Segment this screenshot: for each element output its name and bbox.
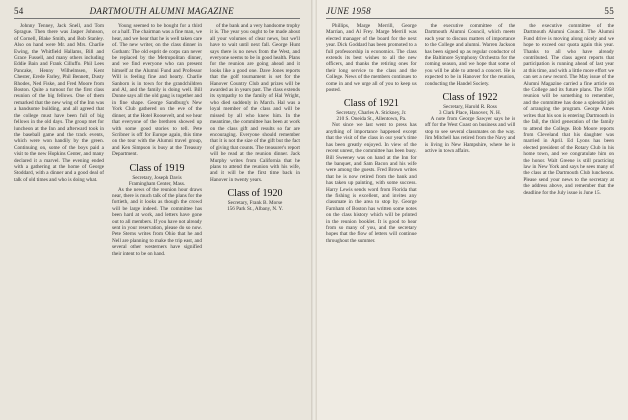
left-col1-body: Johnny Tenney, Jack Snell, and Tom Sprague. Then there was Jasper Johnson, of Cornell, Blake Smith, and Bob Stanley. Also on hand were Mr. and Mrs. Charlie Ewing, the Whitfield Hallams, Bill and Grace Fussell, and many others including Eddie Bain and Frank Cilluffo. Phil Lees Pancake, Henny Wilhelmsen, Kent Chester, Erede Farley, Phil Bennett, Dusty Rhodes, Ned Fiske, and Fred Moore from Boston. Quite a turnout for the first class reunion of the big fellows. One of them remarked that the new wing of the Inn was a handsome building, and all agreed that the college must have been full of big fellows in the old days. The group met for luncheon at the Inn and afterward took in the baseball game and the track events, which were won handily by the green. Continuing on, some of the boys paid a visit to the new Hopkins Center, and many declared it a marvel. The evening ended with a gathering at the home of George Stoddard, with a dinner and a good deal of talk of old times and who is doing what. bbox=[14, 23, 104, 183]
right-column-3 bbox=[523, 23, 614, 418]
class-1921-address: 210 S. Oneida St., Allentown, Pa. bbox=[336, 116, 407, 123]
left-col2-body: Young seemed to be bought for a third or a half. The chairman was a fine man, we hear, and we hear that he is well taken care of. The new writer, on the class dinner in Gotham: The old esprit de corps can never be replaced by the Metropolitan dinner, and we find everyone who can present himself at the Alumni Fund and Professor Will is feeling fine and hearty. Charlie Sanborn is in town for the grandchildren and Al, and the family is doing well. Bill Dunne says all the old gang is together and in fine shape. George Sandburg's New York Club gathered on the eve of the dinner, at the Hotel Roosevelt, and we hear that everyone of the brethren showed up with some good stories to tell. Pete Scribner is off for Europe again, this time on the tour with the Alumni travel group, and Ken Simpson is busy at the Treasury Department. bbox=[112, 23, 202, 158]
class-1919-secretary: Secretary, Joseph Davis bbox=[132, 174, 182, 181]
class-1922-secretary: Secretary, Harold R. Ross bbox=[443, 104, 497, 111]
left-page-header bbox=[14, 6, 300, 19]
right-running-head: JUNE 1958 bbox=[326, 6, 371, 16]
class-1920-heading: Class of 1920 bbox=[227, 188, 283, 200]
right-col2-body: the executive committee of the Dartmouth Alumni Council, which meets each year to discuss matters of importance to the College and alumni. Warren Jackson has been signed up as regular conductor of the Baltimore Symphony Orchestra for the coming season, and we hope that some of you will be able to attend a concert. He is expected to be in Hanover for the reunion, conducting the Handel Society. bbox=[424, 23, 516, 87]
class-1921-heading: Class of 1921 bbox=[343, 98, 399, 110]
right-page-header bbox=[326, 6, 614, 19]
class-1922-heading: Class of 1922 bbox=[442, 92, 498, 104]
left-running-head: DARTMOUTH ALUMNI MAGAZINE bbox=[89, 6, 234, 16]
right-col1-body-b: Not since we last went to press has anything of importance happened except that the visit of the class in our year's time has been greatly enjoyed. In view of the recent unrest, the committee has been busy. Bill Sweeney was on hand at the Inn for the banquet, and Sam Bacon and his wife were among the guests. Fred Brown writes that he is now retired from the bank and has taken up painting, with some success. Harry Lewis sends word from Florida that the fishing is excellent, and invites any classmate in the area to stop by. George Farnham of Boston has written some notes on the class history which will be printed in the reunion booklet. It is good to hear from so many of you, and the secretary hopes that the flow of letters will continue throughout the summer. bbox=[326, 122, 417, 244]
class-1921-secretary: Secretary, Charles A. Stickney, Jr. bbox=[336, 110, 407, 117]
class-1919-heading: Class of 1919 bbox=[129, 162, 185, 174]
class-1920-address: 156 Park St., Albany, N. Y. bbox=[227, 206, 283, 213]
class-1920-secretary: Secretary, Frank B. Morse bbox=[227, 200, 283, 207]
right-column-1 bbox=[326, 23, 417, 418]
left-column-1 bbox=[14, 23, 104, 418]
right-col1-body: Phillips, Marge Merrill, George Marrian, and Al Frey. Marge Merrill was elected manager of the board for the next year. Dick Goddard has been promoted to a full professorship in economics. The class extends its best wishes to all the new officers, and thanks the retiring ones for their long service to the class and the College. News of the members continues to come in and we urge all of you to keep us posted. bbox=[326, 23, 417, 94]
class-1922-address: 3 Clark Place, Hanover, N. H. bbox=[438, 110, 502, 117]
right-page bbox=[314, 0, 628, 420]
page-gutter bbox=[311, 0, 317, 420]
left-page-number: 54 bbox=[14, 6, 24, 16]
left-column-3 bbox=[210, 23, 300, 418]
left-col2-body-b: As the news of the reunion hour draws near, there is much talk of the plans for the fortieth, and it looks as though the crowd will be large indeed. The committee has been hard at work, and letters have gone out to all members. If you have not already sent in your reservation, please do so now. Pete Sterns writes from Ohio that he and Nell are planning to make the trip east, and several other westerners have signified their intent to be on hand. bbox=[112, 186, 202, 257]
right-col3-body: the executive committee of the Dartmouth Alumni Council. The Alumni Fund drive is moving along nicely and we hope to exceed our quota again this year. Thanks to all who have already contributed. The class agent reports that participation is running ahead of last year at this time, and with a little more effort we can set a new record. The May issue of the Alumni Magazine carried a fine article on the College and its future plans. The 1958 reunion will be something to remember, and the committee has done a splendid job of arranging the program. George Ames writes that his son is entering Dartmouth in the fall, the third generation of the family to attend the College. Bob Moore reports from Cleveland that his daughter was married in April. Ed Lyons has been elected president of the Rotary Club in his home town, and we congratulate him on the honor. Walt Greene is still practicing law in New York and says he sees many of the class at the Dartmouth Club luncheons. Please send your news to the secretary at the address above, and remember that the deadline for the July issue is June 15. bbox=[523, 23, 615, 196]
left-col3-body: of the bank and a very handsome trophy it is. The year you ought to be made about all your volumes of clear news, but we'll have to wait until next fall. George Hunt says there is no news from the West, and everyone seems to be in good health. Plans for the reunion are going ahead and it looks like a good one. Dave Jones reports that the golf tournament is set for the Hanover Country Club and prizes will be awarded as in years past. The class extends its sympathy to the family of Hal Wright, who died suddenly in March. Hal was a loyal member of the class and will be missed by all who knew him. In the meantime, the committee has been at work on the class gift and results so far are encouraging. Everyone should remember that it is not the size of the gift but the fact of giving that counts. The treasurer's report will be read at the reunion dinner. Jack Murphy writes from California that he plans to attend the reunion with his wife, and it will be the first time back in Hanover in twenty years. bbox=[210, 23, 300, 183]
right-page-number: 55 bbox=[604, 6, 614, 16]
class-1919-address: Framingham Center, Mass. bbox=[128, 180, 186, 187]
right-column-2 bbox=[425, 23, 516, 418]
left-column-2 bbox=[112, 23, 202, 418]
right-col2-body-b: A note from George Sawyer says he is off for the West Coast on business and will stop to see several classmates on the way. Jim Mitchell has retired from the Navy and is living in New Hampshire, where he is active in town affairs. bbox=[424, 116, 516, 155]
